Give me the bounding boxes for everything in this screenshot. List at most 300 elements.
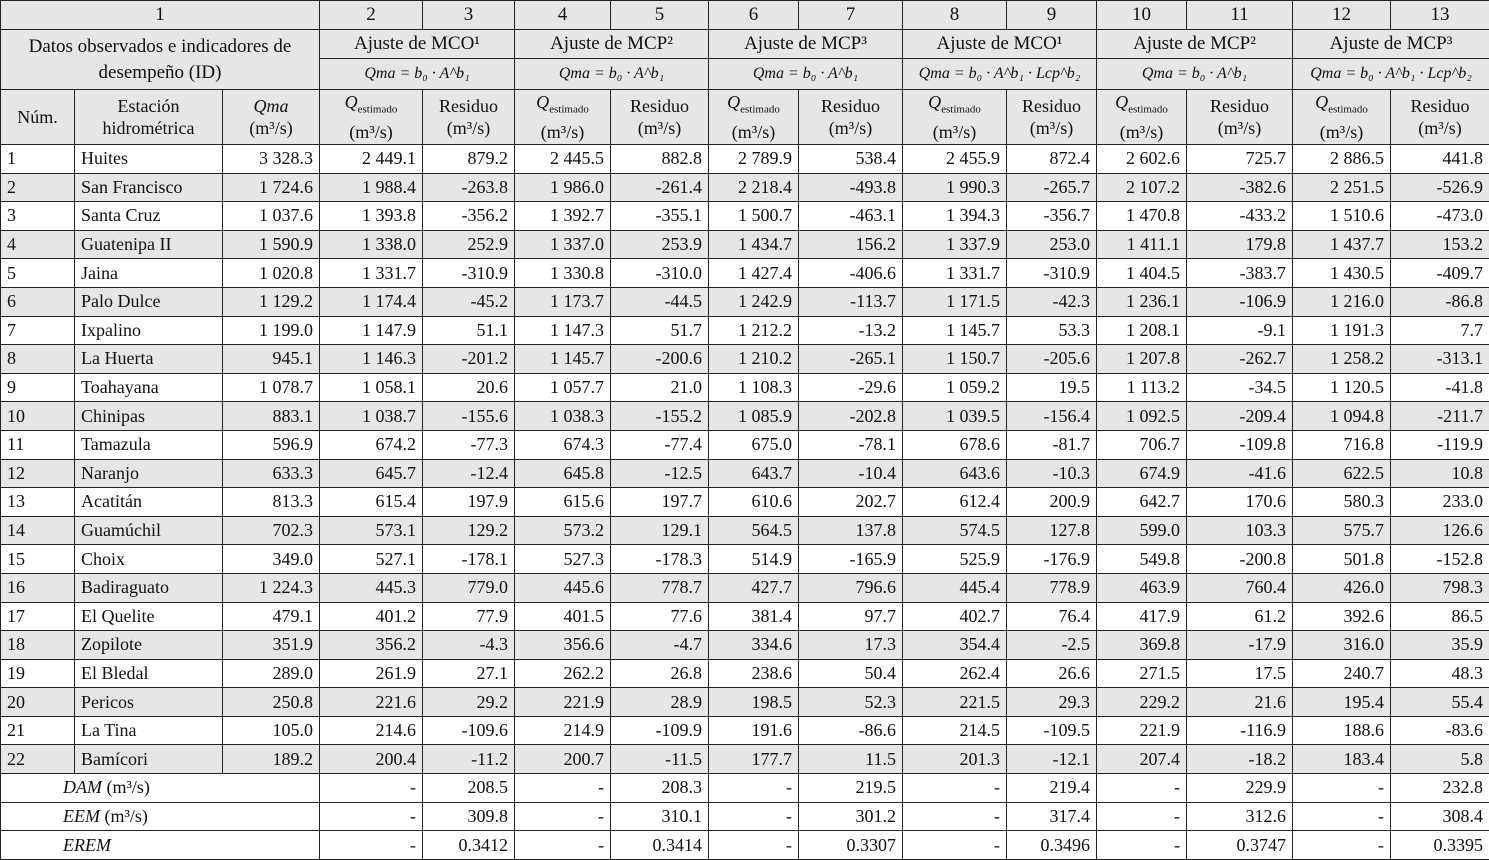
col-number-6: 6	[709, 1, 799, 30]
cell-value: 1 199.0	[223, 316, 320, 345]
station-name: Guamúchil	[75, 516, 223, 545]
cell-value: -86.6	[799, 716, 903, 745]
cell-value: 1 207.8	[1097, 345, 1187, 374]
cell-value: 1 404.5	[1097, 259, 1187, 288]
cell-value: 129.1	[611, 516, 709, 545]
cell-value: 229.2	[1097, 688, 1187, 717]
table-row	[1, 631, 1489, 660]
cell-value: 2 455.9	[903, 145, 1007, 174]
cell-value: -409.7	[1391, 259, 1489, 288]
row-number: 1	[1, 145, 75, 174]
cell-value: 1 500.7	[709, 202, 799, 231]
cell-value: 2 218.4	[709, 173, 799, 202]
station-name: Badiraguato	[75, 573, 223, 602]
fit-formula-4: Qma = b₀ · A^b₁ · Lcp^b₂	[903, 59, 1097, 90]
cell-value: 612.4	[903, 488, 1007, 517]
cell-value: 153.2	[1391, 230, 1489, 259]
cell-value: -12.1	[1007, 745, 1097, 774]
table-row	[1, 659, 1489, 688]
qest-label: $Q_{estimado}$	[1315, 92, 1368, 112]
cell-value: 813.3	[223, 488, 320, 517]
row-number: 17	[1, 602, 75, 631]
metric-value: -	[1293, 831, 1391, 860]
qest-unit: (m³/s)	[349, 122, 392, 142]
cell-value: -205.6	[1007, 345, 1097, 374]
row-number: 10	[1, 402, 75, 431]
cell-value: -113.7	[799, 287, 903, 316]
cell-value: 879.2	[423, 145, 515, 174]
cell-value: 271.5	[1097, 659, 1187, 688]
fit-formula-1: Qma = b₀ · A^b₁	[320, 59, 515, 90]
cell-value: -265.7	[1007, 173, 1097, 202]
metric-value: 0.3747	[1187, 831, 1293, 860]
cell-value: -176.9	[1007, 545, 1097, 574]
metric-value: -	[1097, 774, 1187, 803]
col-number-2: 2	[320, 1, 423, 30]
cell-value: 156.2	[799, 230, 903, 259]
cell-value: 1 394.3	[903, 202, 1007, 231]
metric-value: -	[515, 802, 611, 831]
cell-value: 1 145.7	[903, 316, 1007, 345]
column-header-row	[1, 90, 1489, 145]
qest-label: $Q_{estimado}$	[928, 92, 981, 112]
cell-value: -109.9	[611, 716, 709, 745]
cell-value: 197.9	[423, 488, 515, 517]
cell-value: 945.1	[223, 345, 320, 374]
cell-value: 392.6	[1293, 602, 1391, 631]
cell-value: -263.8	[423, 173, 515, 202]
cell-value: -313.1	[1391, 345, 1489, 374]
cell-value: -406.6	[799, 259, 903, 288]
col-header-qest	[709, 90, 799, 145]
cell-value: 200.4	[320, 745, 423, 774]
cell-value: 1 337.0	[515, 230, 611, 259]
table-row	[1, 316, 1489, 345]
cell-value: 1 470.8	[1097, 202, 1187, 231]
station-name: Toahayana	[75, 373, 223, 402]
cell-value: 2 789.9	[709, 145, 799, 174]
station-name: El Bledal	[75, 659, 223, 688]
cell-value: -2.5	[1007, 631, 1097, 660]
metric-value: -	[709, 774, 799, 803]
row-number: 21	[1, 716, 75, 745]
cell-value: 1 216.0	[1293, 287, 1391, 316]
cell-value: 10.8	[1391, 459, 1489, 488]
cell-value: -86.8	[1391, 287, 1489, 316]
cell-value: 20.6	[423, 373, 515, 402]
cell-value: 233.0	[1391, 488, 1489, 517]
cell-value: 189.2	[223, 745, 320, 774]
cell-value: -433.2	[1187, 202, 1293, 231]
col-header-resid	[1391, 90, 1489, 145]
cell-value: 1 990.3	[903, 173, 1007, 202]
cell-value: 1 986.0	[515, 173, 611, 202]
cell-value: -119.9	[1391, 430, 1489, 459]
station-name: La Tina	[75, 716, 223, 745]
row-number: 9	[1, 373, 75, 402]
cell-value: 334.6	[709, 631, 799, 660]
cell-value: 678.6	[903, 430, 1007, 459]
cell-value: 137.8	[799, 516, 903, 545]
resid-label: Residuo	[1410, 96, 1469, 116]
col-number-12: 12	[1293, 1, 1391, 30]
cell-value: 882.8	[611, 145, 709, 174]
cell-value: 200.9	[1007, 488, 1097, 517]
cell-value: -382.6	[1187, 173, 1293, 202]
cell-value: 1 150.7	[903, 345, 1007, 374]
cell-value: 479.1	[223, 602, 320, 631]
col-number-5: 5	[611, 1, 709, 30]
cell-value: -42.3	[1007, 287, 1097, 316]
cell-value: -209.4	[1187, 402, 1293, 431]
cell-value: -83.6	[1391, 716, 1489, 745]
fit-formula-3: Qma = b₀ · A^b₁	[709, 59, 903, 90]
cell-value: -10.3	[1007, 459, 1097, 488]
cell-value: 463.9	[1097, 573, 1187, 602]
col-number-8: 8	[903, 1, 1007, 30]
cell-value: -493.8	[799, 173, 903, 202]
cell-value: -106.9	[1187, 287, 1293, 316]
qma-unit: (m³/s)	[249, 118, 292, 138]
cell-value: -155.2	[611, 402, 709, 431]
cell-value: 214.5	[903, 716, 1007, 745]
cell-value: 250.8	[223, 688, 320, 717]
cell-value: 716.8	[1293, 430, 1391, 459]
data-body	[1, 145, 1489, 774]
cell-value: 17.5	[1187, 659, 1293, 688]
station-name: Ixpalino	[75, 316, 223, 345]
row-number: 11	[1, 430, 75, 459]
cell-value: 129.2	[423, 516, 515, 545]
cell-value: -310.0	[611, 259, 709, 288]
cell-value: 1 411.1	[1097, 230, 1187, 259]
cell-value: 262.4	[903, 659, 1007, 688]
cell-value: 2 449.1	[320, 145, 423, 174]
cell-value: -473.0	[1391, 202, 1489, 231]
cell-value: -156.4	[1007, 402, 1097, 431]
cell-value: 527.1	[320, 545, 423, 574]
table-row	[1, 259, 1489, 288]
cell-value: -4.3	[423, 631, 515, 660]
col-number-13: 13	[1391, 1, 1489, 30]
col-header-station: Estación hidrométrica	[75, 90, 223, 145]
col-header-qest	[903, 90, 1007, 145]
cell-value: 1 173.7	[515, 287, 611, 316]
cell-value: 1 392.7	[515, 202, 611, 231]
cell-value: -526.9	[1391, 173, 1489, 202]
cell-value: 1 242.9	[709, 287, 799, 316]
cell-value: -116.9	[1187, 716, 1293, 745]
cell-value: 48.3	[1391, 659, 1489, 688]
cell-value: 7.7	[1391, 316, 1489, 345]
row-number: 12	[1, 459, 75, 488]
cell-value: 1 171.5	[903, 287, 1007, 316]
resid-unit: (m³/s)	[638, 118, 681, 138]
cell-value: 427.7	[709, 573, 799, 602]
col-number-10: 10	[1097, 1, 1187, 30]
col-number-11: 11	[1187, 1, 1293, 30]
col-header-resid	[611, 90, 709, 145]
metric-value: 0.3412	[423, 831, 515, 860]
cell-value: 1 191.3	[1293, 316, 1391, 345]
cell-value: 1 174.4	[320, 287, 423, 316]
cell-value: 643.6	[903, 459, 1007, 488]
cell-value: 207.4	[1097, 745, 1187, 774]
cell-value: 441.8	[1391, 145, 1489, 174]
cell-value: 1 057.7	[515, 373, 611, 402]
cell-value: 53.3	[1007, 316, 1097, 345]
cell-value: 883.1	[223, 402, 320, 431]
cell-value: 52.3	[799, 688, 903, 717]
cell-value: 760.4	[1187, 573, 1293, 602]
cell-value: 1 330.8	[515, 259, 611, 288]
table-row	[1, 173, 1489, 202]
cell-value: 1 039.5	[903, 402, 1007, 431]
metrics-body	[1, 774, 1489, 860]
cell-value: 633.3	[223, 459, 320, 488]
cell-value: 1 988.4	[320, 173, 423, 202]
col-number-4: 4	[515, 1, 611, 30]
qma-label: Qma	[254, 96, 289, 116]
cell-value: -78.1	[799, 430, 903, 459]
cell-value: -10.4	[799, 459, 903, 488]
cell-value: 778.9	[1007, 573, 1097, 602]
cell-value: 21.0	[611, 373, 709, 402]
cell-value: -77.3	[423, 430, 515, 459]
cell-value: 200.7	[515, 745, 611, 774]
row-number: 3	[1, 202, 75, 231]
cell-value: 642.7	[1097, 488, 1187, 517]
table-row	[1, 402, 1489, 431]
table-row	[1, 459, 1489, 488]
table-row	[1, 145, 1489, 174]
metric-value: 309.8	[423, 802, 515, 831]
cell-value: 1 078.7	[223, 373, 320, 402]
table-row	[1, 716, 1489, 745]
cell-value: 2 445.5	[515, 145, 611, 174]
metric-value: 301.2	[799, 802, 903, 831]
cell-value: 381.4	[709, 602, 799, 631]
metric-value: 208.3	[611, 774, 709, 803]
station-name: Zopilote	[75, 631, 223, 660]
cell-value: 796.6	[799, 573, 903, 602]
cell-value: 262.2	[515, 659, 611, 688]
cell-value: -310.9	[423, 259, 515, 288]
cell-value: 28.9	[611, 688, 709, 717]
cell-value: -109.5	[1007, 716, 1097, 745]
cell-value: 86.5	[1391, 602, 1489, 631]
cell-value: -165.9	[799, 545, 903, 574]
metric-value: 232.8	[1391, 774, 1489, 803]
cell-value: -17.9	[1187, 631, 1293, 660]
table-row	[1, 430, 1489, 459]
metric-value: 0.3307	[799, 831, 903, 860]
cell-value: -383.7	[1187, 259, 1293, 288]
cell-value: 1 430.5	[1293, 259, 1391, 288]
cell-value: 1 224.3	[223, 573, 320, 602]
cell-value: 445.6	[515, 573, 611, 602]
cell-value: 103.3	[1187, 516, 1293, 545]
column-number-row	[1, 1, 1489, 30]
cell-value: 538.4	[799, 145, 903, 174]
table-row	[1, 488, 1489, 517]
metric-value: 0.3414	[611, 831, 709, 860]
metric-value: -	[709, 802, 799, 831]
cell-value: 51.7	[611, 316, 709, 345]
cell-value: 50.4	[799, 659, 903, 688]
cell-value: 1 393.8	[320, 202, 423, 231]
metric-value: -	[1097, 831, 1187, 860]
col-header-resid	[1007, 90, 1097, 145]
cell-value: 240.7	[1293, 659, 1391, 688]
fit-title-1: Ajuste de MCO¹	[320, 30, 515, 59]
resid-label: Residuo	[821, 96, 880, 116]
cell-value: 1 590.9	[223, 230, 320, 259]
cell-value: 55.4	[1391, 688, 1489, 717]
cell-value: -265.1	[799, 345, 903, 374]
table-row	[1, 545, 1489, 574]
cell-value: 369.8	[1097, 631, 1187, 660]
cell-value: 1 437.7	[1293, 230, 1391, 259]
cell-value: 183.4	[1293, 745, 1391, 774]
qest-unit: (m³/s)	[933, 122, 976, 142]
cell-value: 1 212.2	[709, 316, 799, 345]
cell-value: 706.7	[1097, 430, 1187, 459]
cell-value: 573.2	[515, 516, 611, 545]
metric-value: 229.9	[1187, 774, 1293, 803]
metric-value: -	[515, 774, 611, 803]
cell-value: -152.8	[1391, 545, 1489, 574]
table-row	[1, 688, 1489, 717]
station-name: Santa Cruz	[75, 202, 223, 231]
cell-value: 2 602.6	[1097, 145, 1187, 174]
fit-formula-2: Qma = b₀ · A^b₁	[515, 59, 709, 90]
cell-value: 1 208.1	[1097, 316, 1187, 345]
cell-value: 1 510.6	[1293, 202, 1391, 231]
metric-value: 219.5	[799, 774, 903, 803]
cell-value: -356.2	[423, 202, 515, 231]
cell-value: -18.2	[1187, 745, 1293, 774]
cell-value: 615.6	[515, 488, 611, 517]
cell-value: 1 108.3	[709, 373, 799, 402]
cell-value: -11.2	[423, 745, 515, 774]
cell-value: 1 210.2	[709, 345, 799, 374]
cell-value: 1 037.6	[223, 202, 320, 231]
row-number: 15	[1, 545, 75, 574]
cell-value: -463.1	[799, 202, 903, 231]
cell-value: -45.2	[423, 287, 515, 316]
metric-value: -	[320, 774, 423, 803]
cell-value: 1 146.3	[320, 345, 423, 374]
cell-value: 11.5	[799, 745, 903, 774]
cell-value: 27.1	[423, 659, 515, 688]
fit-title-5: Ajuste de MCP²	[1097, 30, 1293, 59]
cell-value: -44.5	[611, 287, 709, 316]
metric-name: EEM	[63, 806, 100, 826]
cell-value: 77.6	[611, 602, 709, 631]
row-number: 14	[1, 516, 75, 545]
metric-value: -	[1293, 802, 1391, 831]
row-number: 4	[1, 230, 75, 259]
metric-label	[1, 802, 320, 831]
metric-name: EREM	[63, 835, 111, 855]
cell-value: -200.6	[611, 345, 709, 374]
cell-value: -29.6	[799, 373, 903, 402]
metric-label	[1, 831, 320, 860]
cell-value: -261.4	[611, 173, 709, 202]
col-number-1: 1	[1, 1, 320, 30]
cell-value: 643.7	[709, 459, 799, 488]
cell-value: 1 120.5	[1293, 373, 1391, 402]
cell-value: -9.1	[1187, 316, 1293, 345]
qest-unit: (m³/s)	[1320, 122, 1363, 142]
cell-value: 1 337.9	[903, 230, 1007, 259]
cell-value: 354.4	[903, 631, 1007, 660]
cell-value: 615.4	[320, 488, 423, 517]
metric-value: -	[1293, 774, 1391, 803]
cell-value: 1 020.8	[223, 259, 320, 288]
cell-value: 798.3	[1391, 573, 1489, 602]
cell-value: 725.7	[1187, 145, 1293, 174]
cell-value: 1 338.0	[320, 230, 423, 259]
cell-value: 674.3	[515, 430, 611, 459]
resid-unit: (m³/s)	[1218, 118, 1261, 138]
resid-label: Residuo	[439, 96, 498, 116]
cell-value: 1 258.2	[1293, 345, 1391, 374]
cell-value: 26.6	[1007, 659, 1097, 688]
cell-value: -4.7	[611, 631, 709, 660]
cell-value: 17.3	[799, 631, 903, 660]
resid-label: Residuo	[630, 96, 689, 116]
qest-label: $Q_{estimado}$	[536, 92, 589, 112]
cell-value: 580.3	[1293, 488, 1391, 517]
cell-value: 2 107.2	[1097, 173, 1187, 202]
cell-value: 2 886.5	[1293, 145, 1391, 174]
cell-value: -12.4	[423, 459, 515, 488]
cell-value: 501.8	[1293, 545, 1391, 574]
row-number: 18	[1, 631, 75, 660]
cell-value: -202.8	[799, 402, 903, 431]
metric-value: -	[320, 831, 423, 860]
cell-value: 1 724.6	[223, 173, 320, 202]
cell-value: 1 113.2	[1097, 373, 1187, 402]
cell-value: 645.7	[320, 459, 423, 488]
table-row	[1, 230, 1489, 259]
col-number-9: 9	[1007, 1, 1097, 30]
cell-value: 575.7	[1293, 516, 1391, 545]
cell-value: -77.4	[611, 430, 709, 459]
resid-unit: (m³/s)	[1030, 118, 1073, 138]
fit-title-2: Ajuste de MCP²	[515, 30, 709, 59]
cell-value: 191.6	[709, 716, 799, 745]
cell-value: 599.0	[1097, 516, 1187, 545]
metric-value: 317.4	[1007, 802, 1097, 831]
metric-value: 310.1	[611, 802, 709, 831]
row-number: 19	[1, 659, 75, 688]
cell-value: 198.5	[709, 688, 799, 717]
metric-label	[1, 774, 320, 803]
metric-value: -	[903, 802, 1007, 831]
cell-value: 778.7	[611, 573, 709, 602]
metric-unit: (m³/s)	[100, 806, 148, 826]
table-row	[1, 745, 1489, 774]
cell-value: 188.6	[1293, 716, 1391, 745]
resid-unit: (m³/s)	[1418, 118, 1461, 138]
resid-unit: (m³/s)	[447, 118, 490, 138]
qest-unit: (m³/s)	[541, 122, 584, 142]
cell-value: -41.6	[1187, 459, 1293, 488]
cell-value: 1 038.7	[320, 402, 423, 431]
